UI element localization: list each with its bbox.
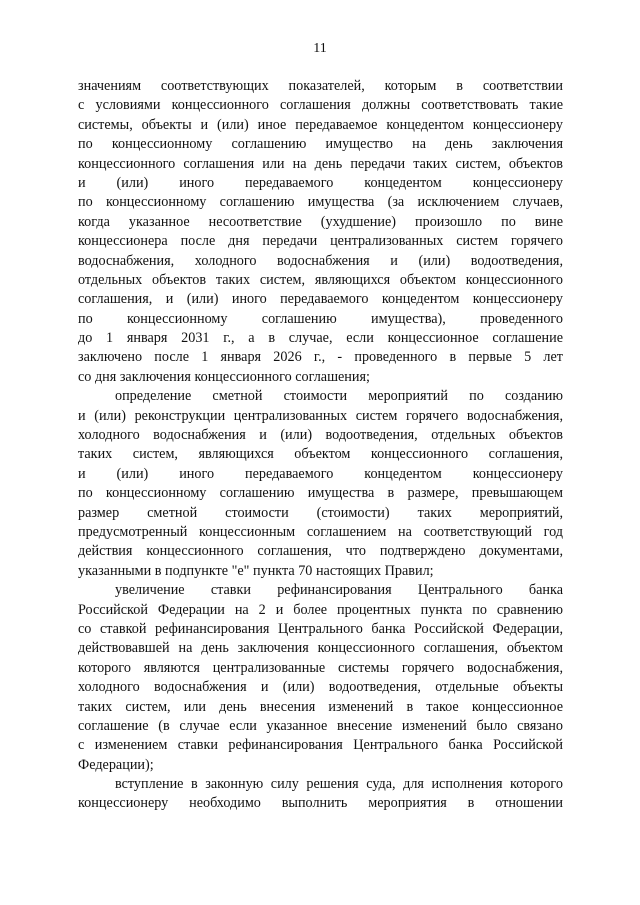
text-line: когда указанное несоответствие (ухудшение) произошло по вине [78,213,563,230]
text-line: и (или) иного передаваемого концедентом концессионеру [78,174,563,191]
text-line: концессионеру необходимо выполнить мероприятия в отношении [78,795,563,812]
text-line: по концессионному соглашению имущества (за исключением случаев, [78,194,563,211]
text-line: таких систем, или день внесения изменений в такое концессионное [78,698,563,715]
text-line: по концессионному соглашению имущества), проведенного [78,310,563,327]
paragraph [78,387,563,581]
text-line: холодного водоснабжения и (или) водоотведения, отдельные объекты [78,679,563,696]
text-line: действовавшей на день заключения концессионного соглашения, объектом [78,640,563,657]
text-line: водоснабжения, холодного водоснабжения и (или) водоотведения, [78,252,563,269]
text-line: определение сметной стоимости мероприятий по созданию [115,388,563,405]
text-line: холодного водоснабжения и (или) водоотведения, отдельных объектов [78,427,563,444]
text-line: заключено после 1 января 2026 г., - проведенного в первые 5 лет [78,349,563,366]
text-line: до 1 января 2031 г., а в случае, если концессионное соглашение [78,330,563,347]
text-line: Российской Федерации на 2 и более процентных пункта по сравнению [78,601,563,618]
text-line: таких систем, являющихся объектом концессионного соглашения, [78,446,563,463]
text-line: увеличение ставки рефинансирования Центрального банка [115,582,563,599]
text-line: действия концессионного соглашения, что подтверждено документами, [78,543,563,560]
text-line: с изменением ставки рефинансирования Центрального банка Российской [78,737,563,754]
text-line: значениям соответствующих показателей, которым в соответствии [78,78,563,94]
text-line: и (или) иного передаваемого концедентом концессионеру [78,465,563,482]
text-line: концессионного соглашения или на день передачи таких систем, объектов [78,155,563,172]
text-line: соглашение (в случае если указанное внесение изменений было связано [78,717,563,734]
text-line: концессионера после дня передачи централизованных систем горячего [78,233,563,250]
text-line: по концессионному соглашению имущество на день заключения [78,136,563,153]
text-line: отдельных объектов таких систем, являющихся объектом концессионного [78,271,563,288]
text-line: соглашения, и (или) иного передаваемого концедентом концессионеру [78,291,563,308]
text-line: и (или) реконструкции централизованных систем горячего водоснабжения, [78,407,563,424]
text-line: со ставкой рефинансирования Центрального банка Российской Федерации, [78,620,563,637]
text-line: по концессионному соглашению имущества в размере, превышающем [78,485,563,502]
text-line: со дня заключения концессионного соглашения; [78,368,370,385]
text-line: Федерации); [78,756,154,773]
text-line: которого являются централизованные системы горячего водоснабжения, [78,659,563,676]
paragraph [78,581,563,775]
text-line: вступление в законную силу решения суда, для исполнения которого [115,776,563,793]
paragraph [78,775,563,814]
paragraph [78,77,563,387]
text-line: с условиями концессионного соглашения должны соответствовать такие [78,97,563,114]
document-body [78,77,563,814]
text-line: размер сметной стоимости (стоимости) таких мероприятий, [78,504,563,521]
text-line: системы, объекты и (или) иное передаваемое концедентом концессионеру [78,116,563,133]
text-line: предусмотренный концессионным соглашением на соответствующий год [78,523,563,540]
page-number: 11 [313,41,327,56]
text-line: указанными в подпункте "е" пункта 70 настоящих Правил; [78,562,434,579]
